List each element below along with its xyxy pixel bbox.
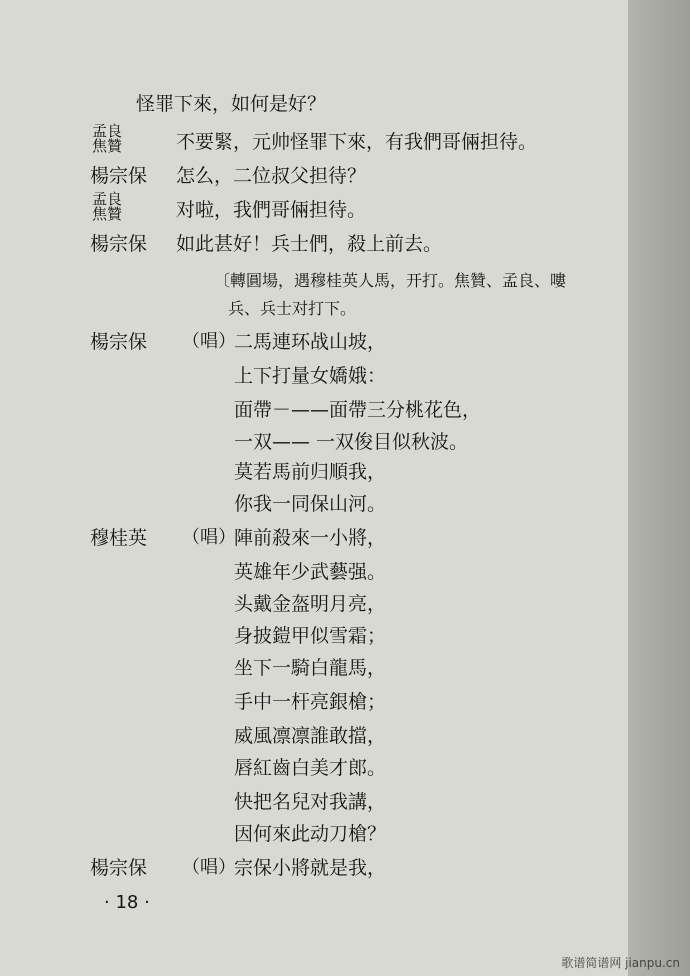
speaker-name: 孟良 — [92, 122, 123, 140]
speaker-name: 穆桂英 — [90, 527, 148, 549]
verse-line: 莫若馬前归順我， — [234, 461, 387, 483]
page-number: · 18 · — [104, 892, 150, 913]
verse-line: 手中一杆亮銀槍； — [234, 691, 387, 713]
sing-tag: （唱） — [182, 331, 236, 352]
book-binding-edge — [628, 0, 690, 976]
verse-line: 因何來此动刀槍？ — [234, 823, 387, 845]
dialogue-line: 不要緊，元帅怪罪下來，有我們哥倆担待。 — [176, 131, 538, 153]
verse-line: 威風凛凛誰敢擋， — [234, 725, 387, 747]
verse-line: 唇紅齒白美才郎。 — [234, 757, 387, 779]
verse-line: 你我一同保山河。 — [234, 493, 387, 515]
sing-tag: （唱） — [182, 527, 236, 548]
verse-line: 上下打量女嬌娥： — [234, 365, 387, 387]
speaker-name: 楊宗保 — [90, 331, 148, 353]
verse-line: 快把名兒对我講， — [234, 791, 387, 813]
verse-line: 一双—— 一双俊目似秋波。 — [234, 431, 469, 453]
speaker-name: 楊宗保 — [90, 233, 148, 255]
stage-direction-line: 〔轉圓場，遇穆桂英人馬，开打。焦贊、孟良、嘍 — [214, 271, 567, 290]
speaker-name: 焦贊 — [92, 137, 123, 155]
speaker-pair — [92, 124, 122, 154]
stage-direction-line: 兵、兵士对打下。 — [228, 299, 357, 318]
verse-line: 陣前殺來一小將， — [234, 527, 387, 549]
verse-line: 二馬連环战山坡， — [234, 331, 387, 353]
speaker-pair — [92, 192, 122, 222]
speaker-name: 楊宗保 — [90, 165, 148, 187]
verse-line: 坐下一騎白龍馬， — [234, 657, 387, 679]
sing-tag: （唱） — [182, 857, 236, 878]
speaker-name: 焦贊 — [92, 205, 123, 223]
speaker-name: 楊宗保 — [90, 857, 148, 879]
opening-line: 怪罪下來，如何是好？ — [136, 93, 327, 115]
speaker-name: 孟良 — [92, 190, 123, 208]
verse-line: 英雄年少武藝强。 — [234, 561, 387, 583]
verse-line: 身披鎧甲似雪霜； — [234, 625, 387, 647]
dialogue-line: 怎么，二位叔父担待？ — [176, 165, 367, 187]
verse-line: 头戴金盔明月亮， — [234, 593, 387, 615]
dialogue-line: 如此甚好！兵士們，殺上前去。 — [176, 233, 443, 255]
dialogue-line: 对啦，我們哥倆担待。 — [176, 199, 367, 221]
verse-line: 宗保小將就是我， — [234, 857, 387, 879]
verse-line: 面帶－——面帶三分桃花色， — [234, 399, 482, 421]
site-watermark: 歌谱简谱网 jianpu.cn — [561, 956, 680, 970]
